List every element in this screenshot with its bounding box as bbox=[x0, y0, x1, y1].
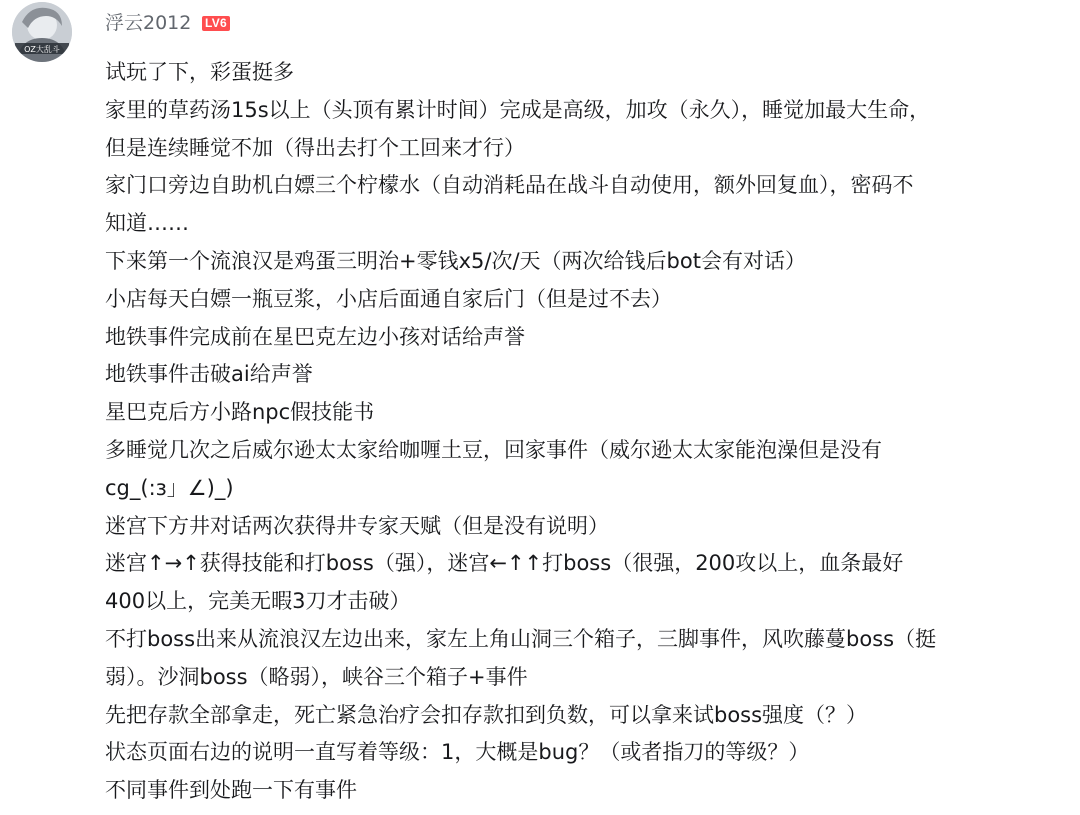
level-badge: LV6 bbox=[202, 16, 230, 31]
avatar-image bbox=[12, 2, 72, 62]
comment-line: 先把存款全部拿走，死亡紧急治疗会扣存款扣到负数，可以拿来试boss强度（？） bbox=[105, 702, 868, 727]
comment-body bbox=[105, 54, 1070, 810]
comment-line: 但是连续睡觉不加（得出去打个工回来才行） bbox=[105, 135, 525, 160]
comment-line: 星巴克后方小路npc假技能书 bbox=[105, 400, 375, 425]
comment-line: 不打boss出来从流浪汉左边出来，家左上角山洞三个箱子，三脚事件，风吹藤蔓boss（挺 bbox=[105, 626, 937, 651]
comment-line: 知道…… bbox=[105, 211, 189, 236]
comment-line: 家里的草药汤15s以上（头顶有累计时间）完成是高级，加攻（永久），睡觉加最大生命， bbox=[105, 97, 931, 122]
comment-line: 小店每天白嫖一瓶豆浆，小店后面通自家后门（但是过不去） bbox=[105, 286, 672, 311]
avatar-text: OZ大乱斗 bbox=[24, 45, 60, 54]
comment-line: 不同事件到处跑一下有事件 bbox=[105, 778, 357, 803]
comment-line: 弱）。沙洞boss（略弱），峡谷三个箱子+事件 bbox=[105, 664, 528, 689]
comment-line: 地铁事件击破ai给声誉 bbox=[105, 362, 313, 387]
comment-line: 家门口旁边自助机白嫖三个柠檬水（自动消耗品在战斗自动使用，额外回复血），密码不 bbox=[105, 173, 914, 198]
comment-line: 地铁事件完成前在星巴克左边小孩对话给声誉 bbox=[105, 324, 525, 349]
username[interactable]: 浮云2012 bbox=[105, 12, 192, 34]
comment-line: 状态页面右边的说明一直写着等级：1，大概是bug？（或者指刀的等级？） bbox=[105, 740, 810, 765]
comment-line: 下来第一个流浪汉是鸡蛋三明治+零钱x5/次/天（两次给钱后bot会有对话） bbox=[105, 248, 806, 273]
comment-line: 迷宫下方井对话两次获得井专家天赋（但是没有说明） bbox=[105, 513, 609, 538]
comment-line: 迷宫↑→↑获得技能和打boss（强），迷宫←↑↑打boss（很强，200攻以上，血条最好 bbox=[105, 551, 904, 576]
avatar[interactable] bbox=[12, 2, 72, 62]
comment-line: cg_(:з」∠)_) bbox=[105, 475, 234, 500]
comment-line: 400以上，完美无暇3刀才击破） bbox=[105, 589, 411, 614]
comment-line: 试玩了下，彩蛋挺多 bbox=[105, 60, 294, 84]
comment-line: 多睡觉几次之后威尔逊太太家给咖喱土豆，回家事件（威尔逊太太家能泡澡但是没有 bbox=[105, 437, 882, 462]
